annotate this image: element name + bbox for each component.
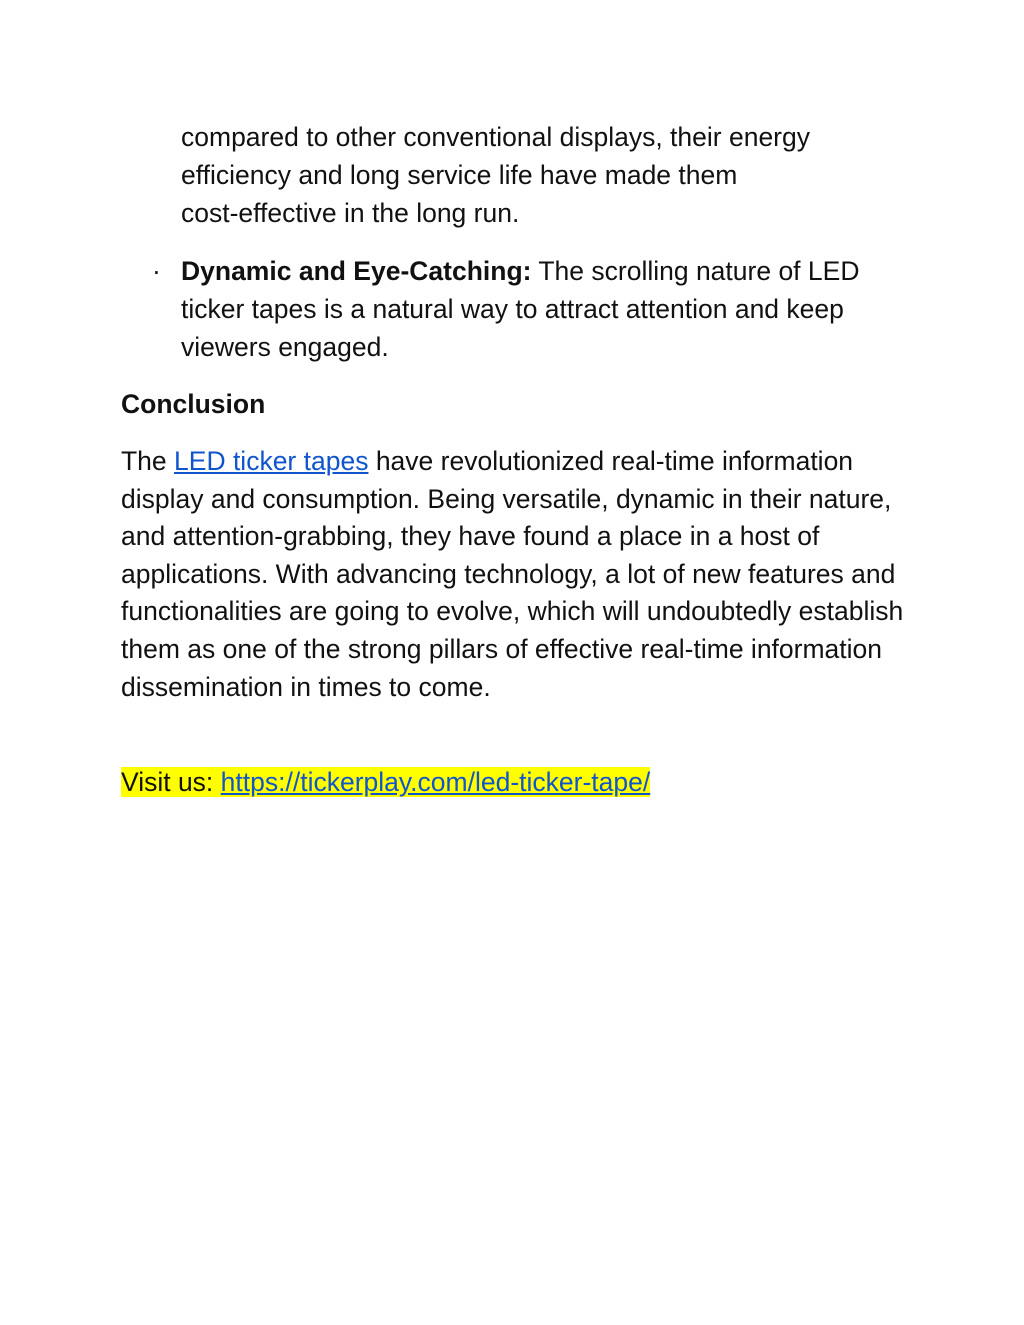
bullet-description: The scrolling nature of LED ticker tapes is a natural way to attract attention and keep viewers engaged. xyxy=(181,256,860,362)
intro-line-2: efficiency and long service life have made them xyxy=(181,160,738,190)
tickerplay-url-link[interactable]: https://tickerplay.com/led-ticker-tape/ xyxy=(220,767,651,797)
conclusion-body: have revolutionized real-time information display and consumption. Being versatile, dynamic in their nature, and attention-grabbing, they have found a place in a host of applications. With advancing technology, a lot of new features and functionalities are going to evolve, which will undoubtedly establish them as one of the strong pillars of effective real-time information dissemination in times to come. xyxy=(121,446,904,702)
conclusion-paragraph xyxy=(121,443,911,706)
bullet-term: Dynamic and Eye-Catching: xyxy=(181,256,532,286)
conclusion-heading: Conclusion xyxy=(121,389,266,419)
intro-continuation-paragraph xyxy=(181,118,901,232)
conclusion-lead: The xyxy=(121,446,175,476)
bullet-text xyxy=(181,252,901,366)
visit-us-line xyxy=(121,763,650,801)
intro-line-1: compared to other conventional displays, their energy xyxy=(181,122,810,152)
visit-label: Visit us: xyxy=(121,767,221,797)
bullet-item-dynamic xyxy=(152,252,912,366)
intro-line-3: cost-effective in the long run. xyxy=(181,198,520,228)
bullet-marker: · xyxy=(152,256,161,286)
led-ticker-tapes-link[interactable]: LED ticker tapes xyxy=(174,446,369,476)
